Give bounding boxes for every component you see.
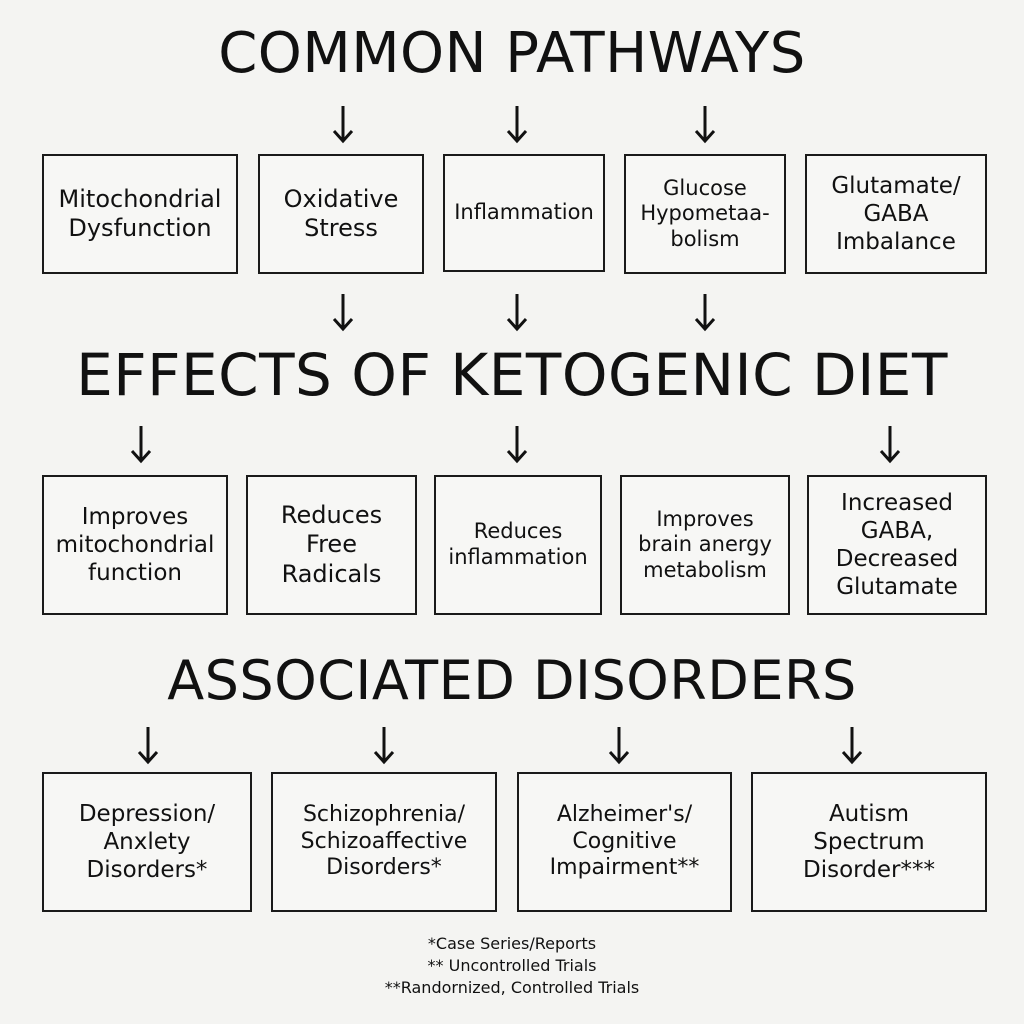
down-arrow-icon <box>331 104 355 144</box>
effect-improves-mitochondrial-function: Improves mitochondrial function <box>42 475 228 615</box>
down-arrow-icon <box>505 292 529 332</box>
disorder-autism-spectrum: Autism Spectrum Disorder*** <box>751 772 987 912</box>
down-arrow-icon <box>331 292 355 332</box>
footnote-uncontrolled-trials: ** Uncontrolled Trials <box>427 956 597 975</box>
down-arrow-icon <box>505 424 529 464</box>
down-arrow-icon <box>505 104 529 144</box>
down-arrow-icon <box>840 725 864 765</box>
common-pathways-heading: COMMON PATHWAYS <box>218 21 806 86</box>
down-arrow-icon <box>372 725 396 765</box>
disorder-alzheimers-cognitive-impairment: Alzheimer's/ Cognitive Impairment** <box>517 772 732 912</box>
footnotes <box>0 933 1024 999</box>
footnote-case-series: *Case Series/Reports <box>427 934 597 953</box>
down-arrow-icon <box>693 292 717 332</box>
down-arrow-icon <box>878 424 902 464</box>
pathway-glutamate-gaba-imbalance: Glutamate/ GABA Imbalance <box>805 154 987 274</box>
pathway-glucose-hypometabolism: Glucose Hypometaa- bolism <box>624 154 786 274</box>
footnote-randomized-controlled-trials: **Randornized, Controlled Trials <box>384 978 640 997</box>
effect-increased-gaba-decreased-glutamate: Increased GABA, Decreased Glutamate <box>807 475 987 615</box>
down-arrow-icon <box>129 424 153 464</box>
effect-reduces-inflammation: Reduces inflammation <box>434 475 602 615</box>
down-arrow-icon <box>607 725 631 765</box>
effect-reduces-free-radicals: Reduces Free Radicals <box>246 475 417 615</box>
associated-disorders-heading: ASSOCIATED DISORDERS <box>167 649 857 712</box>
pathway-mitochondrial-dysfunction: Mitochondrial Dysfunction <box>42 154 238 274</box>
effects-heading: EFFECTS OF KETOGENIC DIET <box>76 341 948 409</box>
pathway-oxidative-stress: Oxidative Stress <box>258 154 424 274</box>
disorder-schizophrenia-schizoaffective: Schizophrenia/ Schizoaffective Disorders* <box>271 772 497 912</box>
down-arrow-icon <box>136 725 160 765</box>
effect-improves-brain-energy-metabolism: Improves brain anergy metabolism <box>620 475 790 615</box>
pathway-inflammation: Inflammation <box>443 154 605 272</box>
disorder-depression-anxiety: Depression/ Anxlety Disorders* <box>42 772 252 912</box>
down-arrow-icon <box>693 104 717 144</box>
